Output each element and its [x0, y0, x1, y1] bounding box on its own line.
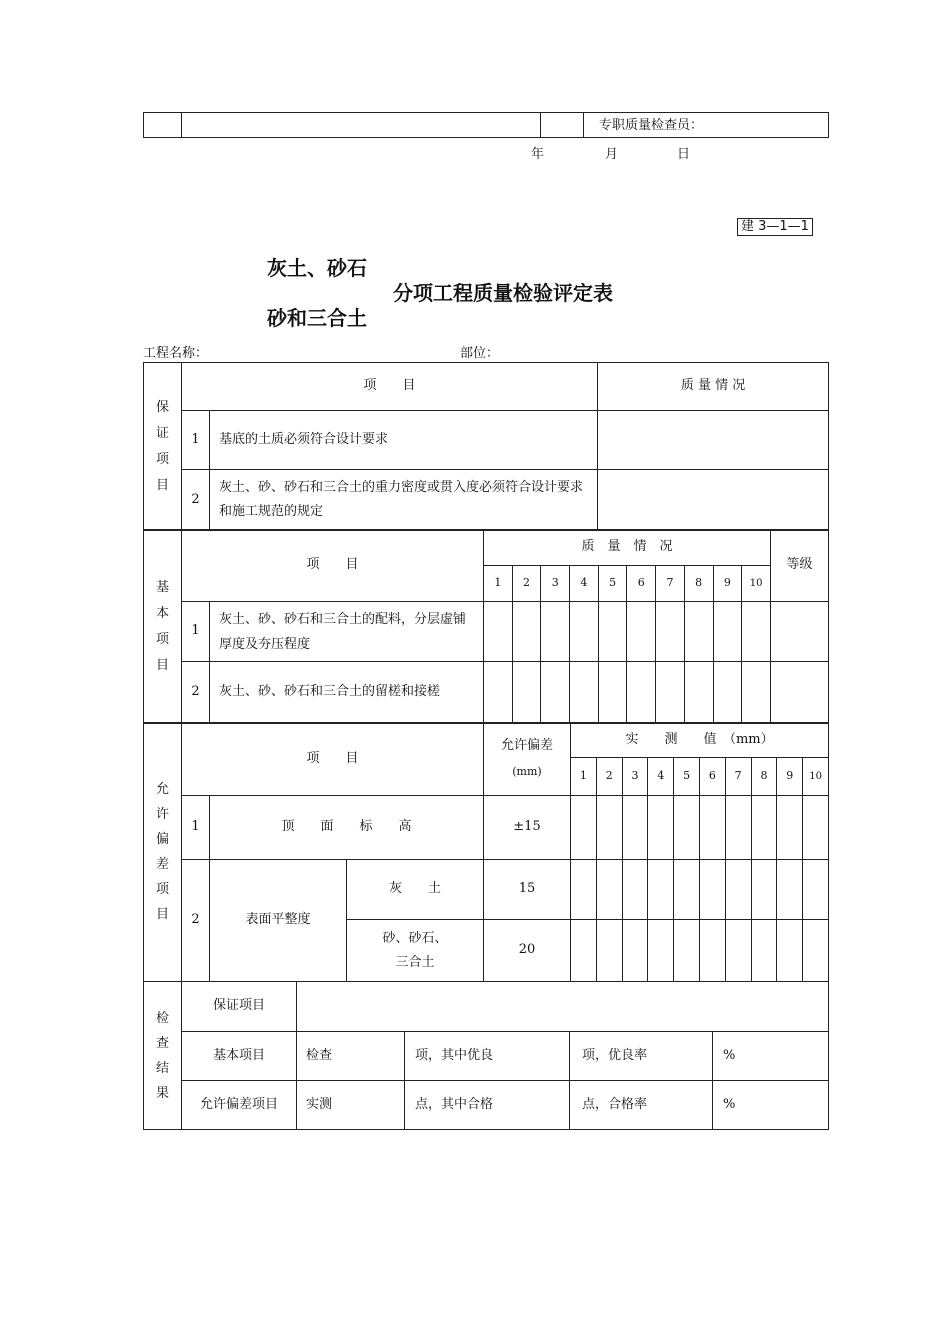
- deviation-col-number: 5: [674, 758, 700, 796]
- deviation-subitem-line1: 砂、砂石、: [382, 930, 448, 946]
- basic-quality-cell: [512, 662, 541, 724]
- basic-quality-cell: [570, 602, 599, 662]
- top-signature-row: [143, 112, 829, 138]
- deviation-col-number: 4: [648, 758, 674, 796]
- deviation-allow-value: 20: [484, 920, 571, 982]
- deviation-allow-value: ±15: [484, 796, 571, 860]
- measure-cell: [725, 920, 751, 982]
- result-row-label: 允许偏差项目: [182, 1081, 297, 1130]
- measure-cell: [674, 796, 700, 860]
- measure-cell: [648, 860, 674, 920]
- deviation-col-number: 10: [803, 758, 829, 796]
- basic-quality-cell: [627, 602, 656, 662]
- guarantee-section-label: 保证项目: [144, 363, 182, 531]
- basic-quality-cell: [713, 602, 742, 662]
- result-qualified-label: 点，其中合格: [405, 1081, 570, 1130]
- deviation-subitem-line2: 三合土: [395, 954, 435, 970]
- measure-cell: [674, 860, 700, 920]
- basic-quality-cell: [541, 602, 570, 662]
- basic-item-no: 2: [182, 662, 210, 724]
- measure-cell: [751, 920, 777, 982]
- measure-cell: [751, 860, 777, 920]
- result-row-label: 保证项目: [182, 982, 297, 1032]
- result-qualified-rate-label: 点，合格率: [570, 1081, 713, 1130]
- measure-cell: [803, 920, 829, 982]
- deviation-col-number: 7: [725, 758, 751, 796]
- measure-cell: [596, 920, 622, 982]
- deviation-subitem-text: 灰 土: [347, 860, 484, 920]
- result-guarantee-cell: [297, 982, 829, 1032]
- result-row-label: 基本项目: [182, 1032, 297, 1081]
- measure-cell: [699, 920, 725, 982]
- basic-section-label: 基本项目: [144, 530, 182, 724]
- deviation-subitem-text: [347, 920, 484, 982]
- guarantee-quality-cell: [598, 470, 829, 531]
- basic-quality-cell: [684, 602, 713, 662]
- basic-col-number: 4: [570, 566, 599, 602]
- basic-item-text: 灰土、砂、砂石和三合土的留槎和接槎: [210, 662, 484, 724]
- measure-cell: [777, 920, 803, 982]
- measure-cell: [725, 860, 751, 920]
- deviation-section-label: 允许偏差项目: [144, 723, 182, 982]
- basic-quality-header: 质 量 情 况: [484, 530, 771, 566]
- deviation-item-no: 2: [182, 860, 210, 982]
- project-name-label: 工程名称：: [143, 346, 209, 361]
- measure-cell: [699, 860, 725, 920]
- deviation-item-header: 项 目: [182, 723, 484, 796]
- measure-cell: [803, 860, 829, 920]
- deviation-allow-header: [484, 723, 571, 796]
- basic-col-number: 2: [512, 566, 541, 602]
- guarantee-item-header: 项 目: [182, 363, 598, 411]
- basic-section: [143, 529, 829, 724]
- top-cell-3: [541, 113, 584, 138]
- date-year: 年: [531, 147, 545, 162]
- basic-col-number: 5: [598, 566, 627, 602]
- basic-grade-header: 等级: [771, 530, 829, 602]
- basic-grade-cell: [771, 662, 829, 724]
- result-percent: %: [713, 1032, 829, 1081]
- measure-cell: [622, 920, 648, 982]
- result-section-label: 检查结果: [144, 982, 182, 1130]
- measure-cell: [622, 860, 648, 920]
- result-excellent-label: 项，其中优良: [405, 1032, 570, 1081]
- deviation-item-text: 顶 面 标 高: [210, 796, 484, 860]
- deviation-item-text: 表面平整度: [210, 860, 347, 982]
- measure-cell: [571, 796, 597, 860]
- basic-col-number: 9: [713, 566, 742, 602]
- title-line1: 灰土、砂石: [267, 256, 367, 280]
- page-title: 分项工程质量检验评定表: [393, 281, 613, 305]
- basic-col-number: 7: [656, 566, 685, 602]
- deviation-col-number: 8: [751, 758, 777, 796]
- basic-item-header: 项 目: [182, 530, 484, 602]
- measure-cell: [571, 920, 597, 982]
- result-check-label: 检查: [297, 1032, 405, 1081]
- deviation-item-no: 1: [182, 796, 210, 860]
- basic-quality-cell: [512, 602, 541, 662]
- result-section: [143, 981, 829, 1130]
- deviation-col-number: 6: [699, 758, 725, 796]
- top-cell-1: [144, 113, 182, 138]
- date-day: 日: [677, 147, 691, 162]
- measure-cell: [596, 860, 622, 920]
- measure-cell: [699, 796, 725, 860]
- measure-cell: [777, 860, 803, 920]
- deviation-col-number: 1: [571, 758, 597, 796]
- deviation-allow-header-line2: (mm): [512, 765, 542, 778]
- measure-cell: [674, 920, 700, 982]
- guarantee-item-no: 2: [182, 470, 210, 531]
- basic-col-number: 10: [742, 566, 771, 602]
- basic-quality-cell: [570, 662, 599, 724]
- basic-quality-cell: [656, 662, 685, 724]
- guarantee-quality-cell: [598, 411, 829, 470]
- basic-item-text: 灰土、砂、砂石和三合土的配料，分层虚铺厚度及夯压程度: [210, 602, 484, 662]
- basic-quality-cell: [742, 662, 771, 724]
- deviation-col-number: 3: [622, 758, 648, 796]
- basic-quality-cell: [742, 602, 771, 662]
- measure-cell: [803, 796, 829, 860]
- result-excellent-rate-label: 项，优良率: [570, 1032, 713, 1081]
- title-line2: 砂和三合土: [267, 306, 367, 330]
- guarantee-quality-header: 质 量 情 况: [598, 363, 829, 411]
- deviation-allow-header-line1: 允许偏差: [500, 738, 553, 753]
- form-code: 建 3—1—1: [737, 218, 813, 236]
- basic-quality-cell: [656, 602, 685, 662]
- result-percent: %: [713, 1081, 829, 1130]
- basic-quality-cell: [598, 662, 627, 724]
- basic-quality-cell: [684, 662, 713, 724]
- measure-cell: [596, 796, 622, 860]
- inspector-label: 专职质量检查员：: [584, 113, 829, 138]
- basic-quality-cell: [484, 602, 513, 662]
- basic-quality-cell: [713, 662, 742, 724]
- deviation-col-number: 2: [596, 758, 622, 796]
- measure-cell: [725, 796, 751, 860]
- basic-quality-cell: [541, 662, 570, 724]
- measure-cell: [622, 796, 648, 860]
- basic-col-number: 1: [484, 566, 513, 602]
- deviation-allow-value: 15: [484, 860, 571, 920]
- guarantee-item-text: 基底的土质必须符合设计要求: [210, 411, 598, 470]
- basic-grade-cell: [771, 602, 829, 662]
- basic-col-number: 8: [684, 566, 713, 602]
- guarantee-item-no: 1: [182, 411, 210, 470]
- result-measure-label: 实测: [297, 1081, 405, 1130]
- top-cell-2: [182, 113, 541, 138]
- basic-quality-cell: [627, 662, 656, 724]
- basic-col-number: 3: [541, 566, 570, 602]
- measure-cell: [751, 796, 777, 860]
- measure-cell: [571, 860, 597, 920]
- guarantee-item-text: 灰土、砂、砂石和三合土的重力密度或贯入度必须符合设计要求和施工规范的规定: [210, 470, 598, 531]
- location-label: 部位：: [460, 346, 500, 361]
- deviation-section: [143, 722, 829, 982]
- guarantee-section: [143, 362, 829, 531]
- basic-col-number: 6: [627, 566, 656, 602]
- basic-quality-cell: [484, 662, 513, 724]
- date-month: 月: [605, 147, 619, 162]
- basic-quality-cell: [598, 602, 627, 662]
- measure-cell: [648, 920, 674, 982]
- deviation-measure-header: 实 测 值 （mm）: [571, 723, 829, 758]
- measure-cell: [648, 796, 674, 860]
- deviation-col-number: 9: [777, 758, 803, 796]
- basic-item-no: 1: [182, 602, 210, 662]
- measure-cell: [777, 796, 803, 860]
